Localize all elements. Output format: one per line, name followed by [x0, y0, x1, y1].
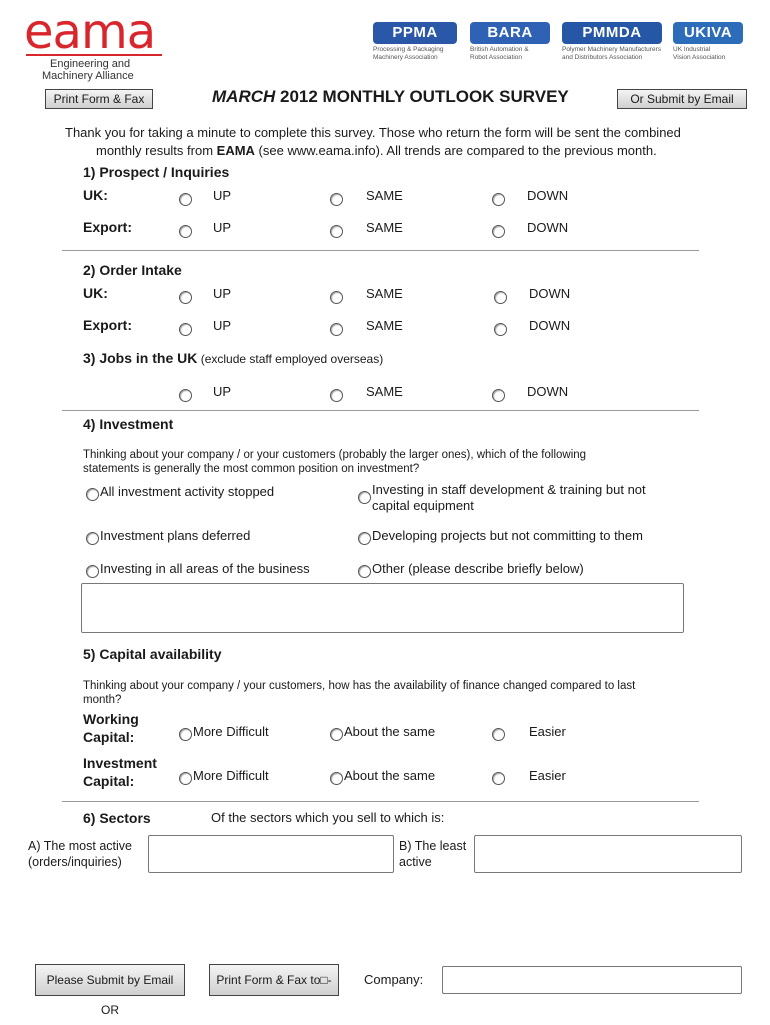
pmmda-desc: Polymer Machinery Manufacturers and Distributors Association [562, 46, 661, 61]
s5-working-easier-label: Easier [529, 724, 566, 739]
section3-heading: 3) Jobs in the UK (exclude staff employed overseas) [83, 350, 384, 366]
s3-up-radio[interactable] [179, 389, 192, 402]
s5-working-label-2: Capital: [83, 729, 135, 745]
s4-developing-radio[interactable] [358, 532, 371, 545]
s5-invest-easier-label: Easier [529, 768, 566, 783]
s4-other-description-field[interactable] [81, 583, 684, 633]
company-label: Company: [364, 972, 424, 987]
page-title: MARCH 2012 MONTHLY OUTLOOK SURVEY [212, 87, 569, 106]
eama-logo-underline [26, 54, 162, 56]
s1-export-same-radio[interactable] [330, 225, 343, 238]
divider-2 [62, 410, 699, 411]
s2-export-same-radio[interactable] [330, 323, 343, 336]
s5-invest-same-radio[interactable] [330, 772, 343, 785]
section5-heading: 5) Capital availability [83, 646, 222, 662]
eama-logo-sub1: Engineering and [50, 58, 131, 70]
divider-1 [62, 250, 699, 251]
s4-all-areas-label: Investing in all areas of the business [100, 561, 310, 576]
pmmda-logo: PMMDA [562, 22, 662, 44]
s4-stopped-radio[interactable] [86, 488, 99, 501]
s5-working-label-1: Working [83, 711, 139, 727]
s1-uk-down-label: DOWN [527, 188, 569, 203]
s5-working-more-label: More Difficult [193, 724, 269, 739]
s5-working-more-radio[interactable] [179, 728, 192, 741]
s2-export-down-radio[interactable] [494, 323, 507, 336]
s1-export-down-radio[interactable] [492, 225, 505, 238]
s4-staff-label-line1: Investing in staff development & training but not [372, 482, 646, 497]
eama-logo-sub2: Machinery Alliance [42, 70, 134, 82]
intro-line1: Thank you for taking a minute to complete this survey. Those who return the form will be sent the combined [65, 125, 681, 140]
s2-export-up-radio[interactable] [179, 323, 192, 336]
s3-down-label: DOWN [527, 384, 569, 399]
s5-invest-more-label: More Difficult [193, 768, 269, 783]
s4-all-areas-radio[interactable] [86, 565, 99, 578]
s5-working-same-radio[interactable] [330, 728, 343, 741]
s2-export-label: Export: [83, 317, 132, 333]
s2-uk-same-radio[interactable] [330, 291, 343, 304]
s5-invest-label-2: Capital: [83, 773, 135, 789]
print-fax-bottom-button[interactable]: Print Form & Fax to□- [209, 964, 339, 996]
s2-uk-down-label: DOWN [529, 286, 571, 301]
s1-uk-same-radio[interactable] [330, 193, 343, 206]
s5-working-same-label: About the same [344, 724, 436, 739]
section1-heading: 1) Prospect / Inquiries [83, 164, 230, 180]
s6-least-active-label-1: B) The least [399, 839, 467, 853]
ppma-logo: PPMA [373, 22, 457, 44]
s6-most-active-label-1: A) The most active [28, 839, 132, 853]
s2-uk-up-label: UP [213, 286, 232, 301]
s2-uk-down-radio[interactable] [494, 291, 507, 304]
company-field[interactable] [442, 966, 742, 994]
s5-question-line2: month? [83, 694, 122, 706]
s1-uk-up-radio[interactable] [179, 193, 192, 206]
s6-most-active-field[interactable] [148, 835, 394, 873]
s6-question: Of the sectors which you sell to which is: [211, 810, 445, 825]
s1-export-label: Export: [83, 219, 132, 235]
s2-export-same-label: SAME [366, 318, 403, 333]
s1-uk-same-label: SAME [366, 188, 403, 203]
ukiva-desc: UK Industrial Vision Association [673, 46, 726, 61]
s4-staff-radio[interactable] [358, 491, 371, 504]
eama-logo-text: eama [24, 4, 156, 60]
s3-same-label: SAME [366, 384, 403, 399]
s4-other-radio[interactable] [358, 565, 371, 578]
s1-export-up-label: UP [213, 220, 232, 235]
s4-deferred-label: Investment plans deferred [100, 528, 251, 543]
s3-down-radio[interactable] [492, 389, 505, 402]
s4-staff-label-line2: capital equipment [372, 498, 474, 513]
bara-desc: British Automation & Robot Association [470, 46, 529, 61]
s1-export-down-label: DOWN [527, 220, 569, 235]
s5-invest-same-label: About the same [344, 768, 436, 783]
s1-export-same-label: SAME [366, 220, 403, 235]
s5-working-easier-radio[interactable] [492, 728, 505, 741]
ukiva-logo: UKIVA [673, 22, 743, 44]
s4-question-line1: Thinking about your company / or your customers (probably the larger ones), which of the following [83, 449, 587, 461]
s5-invest-more-radio[interactable] [179, 772, 192, 785]
ppma-desc: Processing & Packaging Machinery Association [373, 46, 444, 61]
section2-heading: 2) Order Intake [83, 262, 182, 278]
s6-least-active-label-2: active [399, 855, 432, 869]
section6-heading: 6) Sectors [83, 810, 151, 826]
s2-uk-up-radio[interactable] [179, 291, 192, 304]
s1-uk-up-label: UP [213, 188, 232, 203]
s4-deferred-radio[interactable] [86, 532, 99, 545]
s6-most-active-label-2: (orders/inquiries) [28, 855, 122, 869]
submit-email-button[interactable]: Or Submit by Email [617, 89, 747, 109]
s2-export-down-label: DOWN [529, 318, 571, 333]
s2-uk-same-label: SAME [366, 286, 403, 301]
print-fax-button[interactable]: Print Form & Fax [45, 89, 153, 109]
s5-invest-label-1: Investment [83, 755, 157, 771]
s5-invest-easier-radio[interactable] [492, 772, 505, 785]
s1-export-up-radio[interactable] [179, 225, 192, 238]
s4-question-line2: statements is generally the most common position on investment? [83, 463, 420, 475]
s2-uk-label: UK: [83, 285, 108, 301]
intro-line2: monthly results from EAMA (see www.eama.info). All trends are compared to the previous month. [96, 143, 657, 158]
s3-same-radio[interactable] [330, 389, 343, 402]
s5-question-line1: Thinking about your company / your customers, how has the availability of finance changed compared to last [83, 680, 636, 692]
s1-uk-down-radio[interactable] [492, 193, 505, 206]
s4-developing-label: Developing projects but not committing to them [372, 528, 643, 543]
s1-uk-label: UK: [83, 187, 108, 203]
submit-email-bottom-button[interactable]: Please Submit by Email OR [35, 964, 185, 996]
s3-up-label: UP [213, 384, 232, 399]
divider-3 [62, 801, 699, 802]
section4-heading: 4) Investment [83, 416, 174, 432]
s4-stopped-label: All investment activity stopped [100, 484, 275, 499]
s4-other-label: Other (please describe briefly below) [372, 561, 584, 576]
s2-export-up-label: UP [213, 318, 232, 333]
bara-logo: BARA [470, 22, 550, 44]
s6-least-active-field[interactable] [474, 835, 742, 873]
